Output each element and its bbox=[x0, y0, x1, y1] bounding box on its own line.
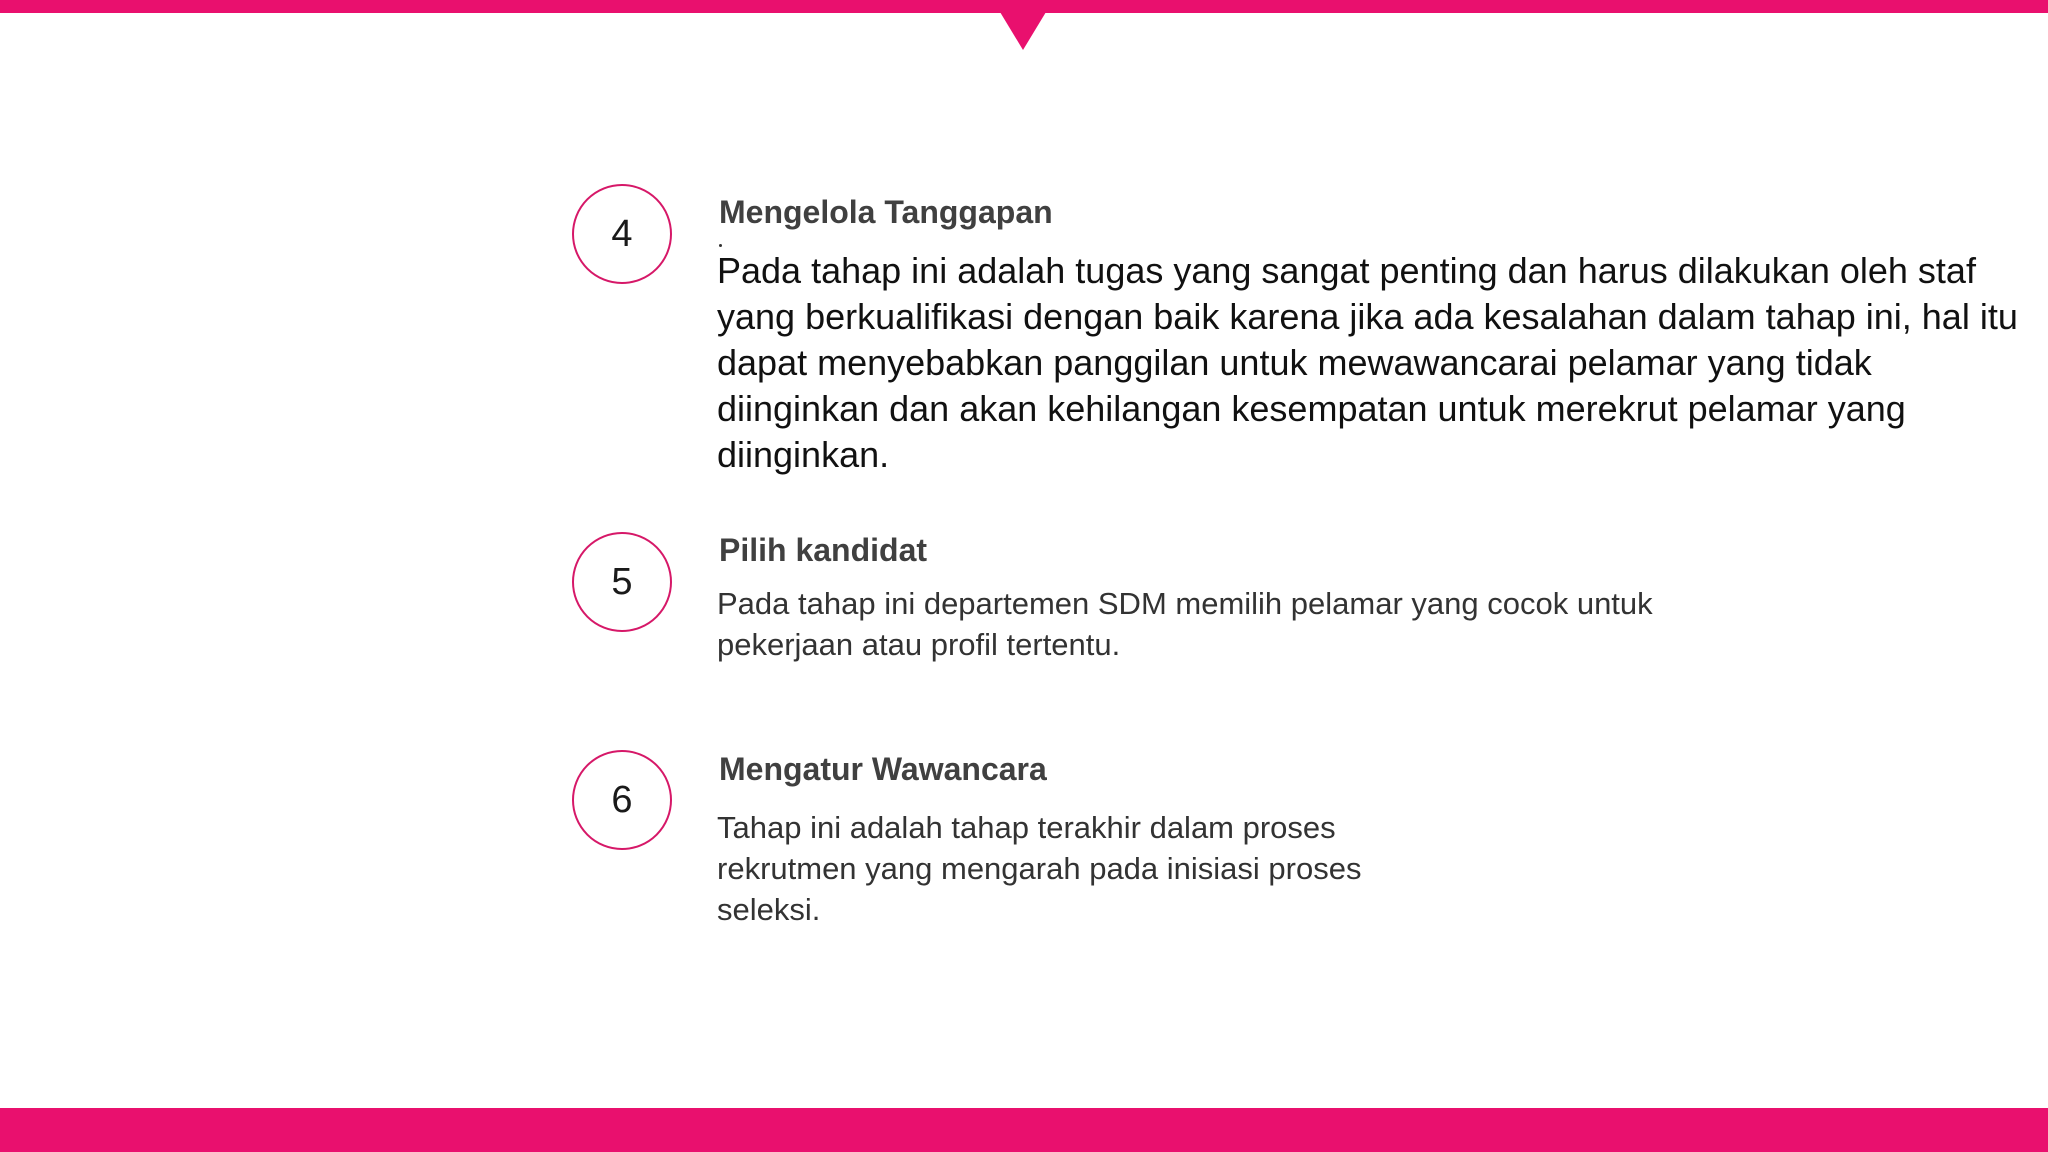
step-number-circle bbox=[572, 184, 672, 284]
step-heading: Mengelola Tanggapan bbox=[719, 194, 1053, 230]
step-number: 6 bbox=[611, 778, 633, 821]
step-heading: Mengatur Wawancara bbox=[719, 751, 1047, 787]
stray-dot bbox=[719, 244, 722, 247]
step-number: 4 bbox=[611, 212, 633, 255]
step-number-circle bbox=[572, 750, 672, 850]
step-number-circle bbox=[572, 532, 672, 632]
step-description: Pada tahap ini departemen SDM memilih pelamar yang cocok untuk pekerjaan atau profil tertentu. bbox=[717, 586, 1653, 662]
step-heading: Pilih kandidat bbox=[719, 532, 928, 568]
step-description: Pada tahap ini adalah tugas yang sangat penting dan harus dilakukan oleh staf yang berkualifikasi dengan baik karena jika ada kesalahan dalam tahap ini, hal itu dapat menyebabkan panggilan untuk mewawancarai pelamar yang tidak diinginkan dan akan kehilangan kesempatan untuk merekrut pelamar yang diinginkan. bbox=[717, 250, 2018, 475]
step-description: Tahap ini adalah tahap terakhir dalam proses rekrutmen yang mengarah pada inisiasi proses seleksi. bbox=[717, 810, 1362, 927]
bottom-accent-bar bbox=[0, 1108, 2048, 1152]
step-number: 5 bbox=[611, 560, 633, 603]
top-notch-marker bbox=[0, 0, 2048, 60]
